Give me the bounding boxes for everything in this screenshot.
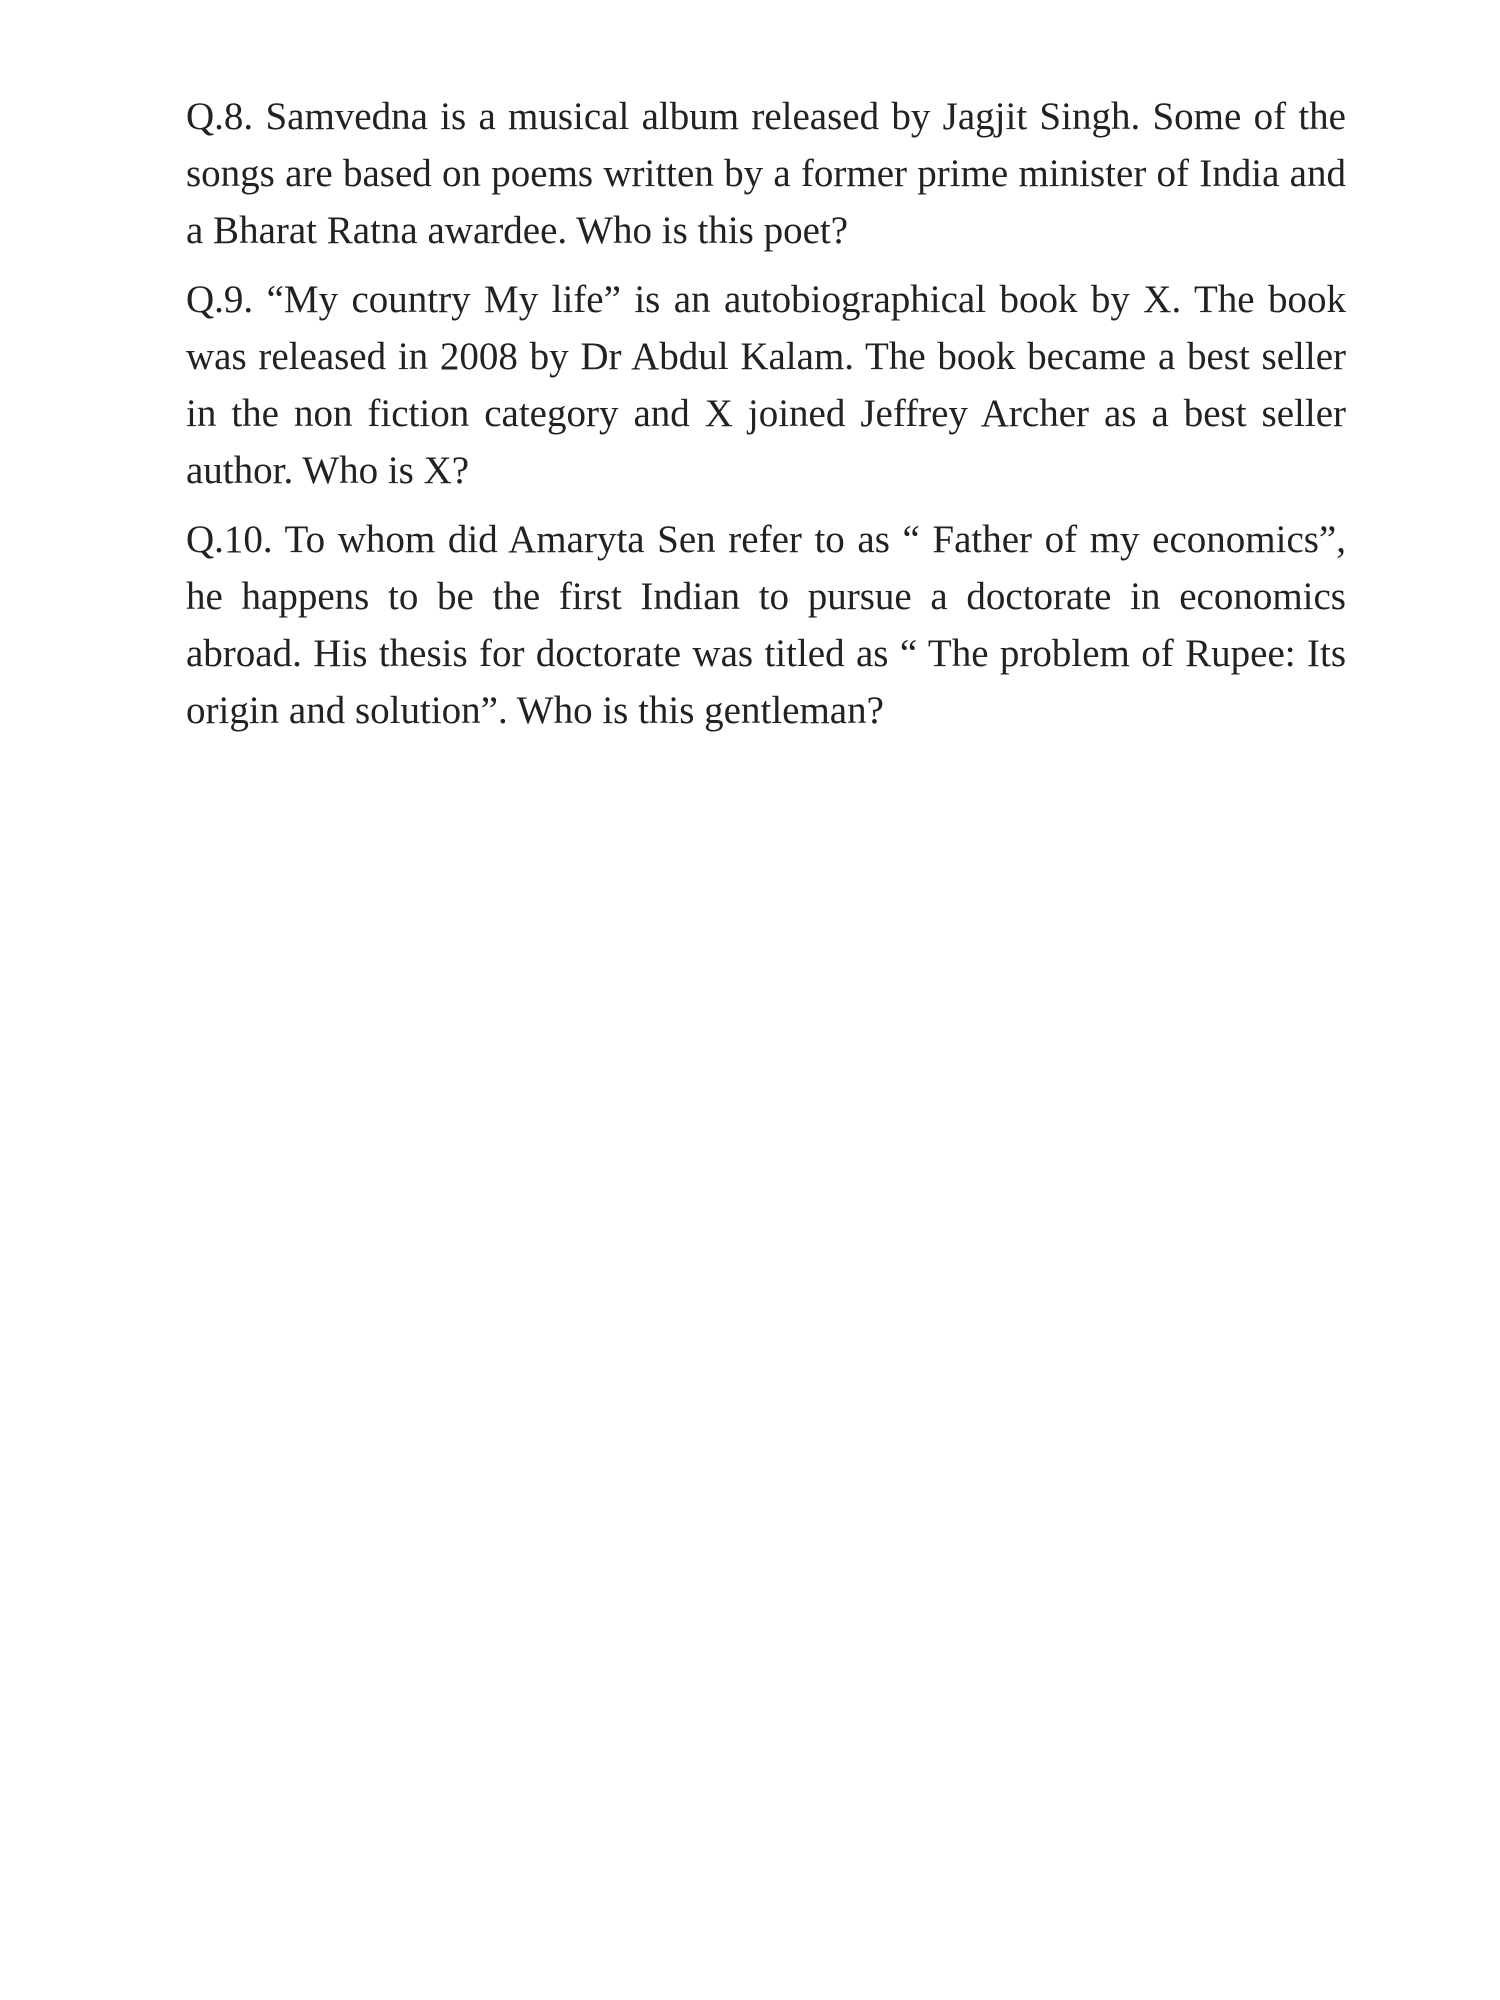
question-8: Q.8. Samvedna is a musical album released by Jagjit Singh. Some of the songs are based on poems written by a former prime minister of India and a Bharat Ratna awardee. Who is this poet? xyxy=(186,95,1346,252)
question-10: Q.10. To whom did Amaryta Sen refer to as “ Father of my economics”, he happens to be the first Indian to pursue a doctorate in economics abroad. His thesis for doctorate was titled as “ The problem of Rupee: Its origin and solution”. Who is this gentleman? xyxy=(186,518,1346,732)
question-list xyxy=(186,88,1346,751)
question-9: Q.9. “My country My life” is an autobiographical book by X. The book was released in 2008 by Dr Abdul Kalam. The book became a best seller in the non fiction category and X joined Jeffrey Archer as a best seller author. Who is X? xyxy=(186,278,1346,492)
